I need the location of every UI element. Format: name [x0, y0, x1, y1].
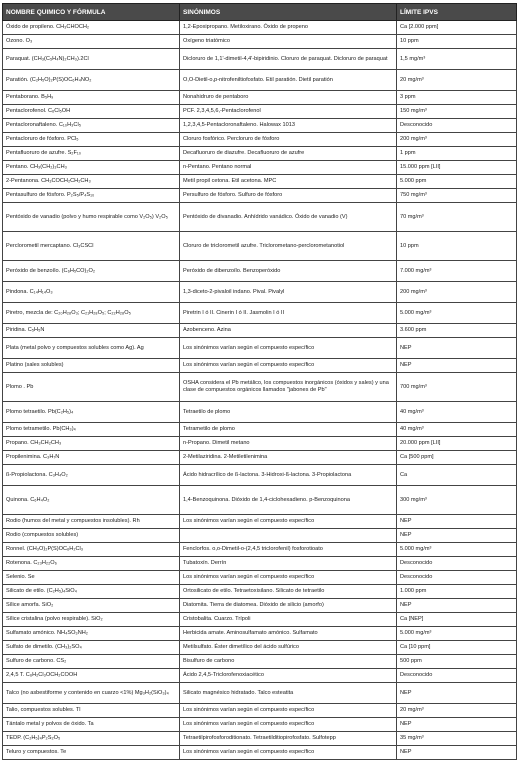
table-row [3, 543, 517, 557]
cell-chemical-name: Plomo tetraetilo. Pb(C₂H₅)₄ [3, 402, 180, 423]
cell-chemical-name: Piridina. C₅H₅N [3, 324, 180, 338]
table-row [3, 105, 517, 119]
table-row [3, 718, 517, 732]
cell-limit: 3 ppm [397, 91, 517, 105]
cell-chemical-name: Óxido de propileno. CH₃CHOCH₂ [3, 21, 180, 35]
cell-synonyms: 1,2,3,4,5-Pentacloronaftaleno. Halowax 1013 [180, 119, 397, 133]
cell-chemical-name: Talco (no asbestiforme y contenido en cuarzo <1%) Mg₃H₂(SiO₃)₄ [3, 683, 180, 704]
cell-chemical-name: Platino (sales solubles) [3, 359, 180, 373]
cell-chemical-name: 2-Pentanona. CH₃COCH₂CH₂CH₃ [3, 175, 180, 189]
cell-synonyms: Los sinónimos varían según el compuesto específico [180, 571, 397, 585]
cell-chemical-name: Pentaborano. B₅H₉ [3, 91, 180, 105]
cell-synonyms: Bisulfuro de carbono [180, 655, 397, 669]
cell-chemical-name: Rodio (compuestos solubles) [3, 529, 180, 543]
cell-chemical-name: Piretro, mezcla de: C₂₀H₂₈O₃; C₂₁H₂₈O₅; C₂₂H₂₈O₅ [3, 303, 180, 324]
cell-synonyms: Los sinónimos varían según el compuesto específico [180, 704, 397, 718]
table-row [3, 669, 517, 683]
cell-synonyms: Persulfuro de fósforo. Sulfuro de fósforo [180, 189, 397, 203]
cell-chemical-name: Pentacloronaftaleno. C₁₀H₃Cl₅ [3, 119, 180, 133]
table-row [3, 232, 517, 261]
table-row [3, 746, 517, 760]
table-row [3, 515, 517, 529]
cell-synonyms: Cloruro fosfórico. Percloruro de fósforo [180, 133, 397, 147]
cell-limit: NEP [397, 683, 517, 704]
cell-chemical-name: Sulfuro de carbono. CS₂ [3, 655, 180, 669]
cell-limit: 3.600 ppm [397, 324, 517, 338]
table-header-row [3, 4, 517, 21]
cell-chemical-name: Plata (metal polvo y compuestos solubles como Ag). Ag [3, 338, 180, 359]
cell-limit: NEP [397, 718, 517, 732]
table-row [3, 338, 517, 359]
cell-chemical-name: Plomo tetrametilo. Pb(CH₃)₄ [3, 423, 180, 437]
header-limit: LÍMITE IPVS [397, 4, 517, 21]
cell-limit: Ca [NEP] [397, 613, 517, 627]
table-row [3, 557, 517, 571]
table-row [3, 613, 517, 627]
cell-chemical-name: Propano. CH₃CH₂CH₃ [3, 437, 180, 451]
cell-limit: 40 mg/m³ [397, 402, 517, 423]
cell-synonyms: OSHA considera el Pb metálico, los compuestos inorgánicos (óxidos y sales) y una clase de compuestos orgánicos llamados "jabones de Pb" [180, 373, 397, 402]
cell-synonyms: Cloruro de triclorometil azufre. Triclorometano-perclorometanotiol [180, 232, 397, 261]
cell-chemical-name: Rotenona. C₂₃H₂₂O₆ [3, 557, 180, 571]
cell-limit: 10 ppm [397, 35, 517, 49]
cell-synonyms: Los sinónimos varían según el compuesto específico [180, 718, 397, 732]
cell-chemical-name: Plomo . Pb [3, 373, 180, 402]
exposure-limits-table [2, 3, 517, 760]
cell-synonyms: Oxígeno triatómico [180, 35, 397, 49]
cell-limit: 70 mg/m³ [397, 203, 517, 232]
table-row [3, 465, 517, 486]
cell-chemical-name: Pentaclorofenol. C₆Cl₅OH [3, 105, 180, 119]
table-body [3, 21, 517, 760]
cell-synonyms: Los sinónimos varían según el compuesto específico [180, 359, 397, 373]
cell-chemical-name: Talio, compuestos solubles. Tl [3, 704, 180, 718]
cell-limit: Ca [500 ppm] [397, 451, 517, 465]
cell-limit: 5.000 mg/m³ [397, 627, 517, 641]
cell-chemical-name: Rodio (humos del metal y compuestos insolubles). Rh [3, 515, 180, 529]
cell-chemical-name: Selenio. Se [3, 571, 180, 585]
cell-limit: 750 mg/m³ [397, 189, 517, 203]
cell-synonyms: Metilsulfato. Éster dimetílico del ácido sulfúrico [180, 641, 397, 655]
cell-limit: 5.000 mg/m³ [397, 303, 517, 324]
cell-chemical-name: Silicato de etilo. (C₂H₅)₄SiO₄ [3, 585, 180, 599]
cell-limit: Ca [397, 465, 517, 486]
cell-chemical-name: ß-Propiolactona. C₃H₄O₂ [3, 465, 180, 486]
table-row [3, 203, 517, 232]
table-row [3, 451, 517, 465]
cell-synonyms: Piretrin I ó II. Cinerin I ó II. Jasmolin I ó II [180, 303, 397, 324]
cell-synonyms: Fenclorfos. o,o-Dimetil-o-(2,4,5 triclorofenil) fosforotioato [180, 543, 397, 557]
cell-chemical-name: 2,4,5 T. C₆H₂Cl₃OCH₂COOH [3, 669, 180, 683]
table-row [3, 147, 517, 161]
cell-synonyms: Pentóxido de divanadio. Anhídrido vanádico. Óxido de vanadio (V) [180, 203, 397, 232]
table-row [3, 359, 517, 373]
cell-limit: 10 ppm [397, 232, 517, 261]
cell-synonyms: Tetraetilpirofosforoditionato. Tetraetilditiopirofosfato. Sulfotepp [180, 732, 397, 746]
table-row [3, 641, 517, 655]
cell-limit: 200 mg/m³ [397, 282, 517, 303]
cell-chemical-name: Pindona. C₁₄H₁₄O₃ [3, 282, 180, 303]
cell-limit: 1.000 ppm [397, 585, 517, 599]
cell-chemical-name: TEDP. (C₂H₅)₄P₂S₂O₅ [3, 732, 180, 746]
cell-limit: 200 mg/m³ [397, 133, 517, 147]
cell-limit: NEP [397, 359, 517, 373]
table-row [3, 486, 517, 515]
cell-synonyms: 1,4-Benzoquinona. Dióxido de 1,4-ciclohexadieno. p-Benzoquinona [180, 486, 397, 515]
cell-limit: Ca [10 ppm] [397, 641, 517, 655]
cell-limit: 150 mg/m³ [397, 105, 517, 119]
cell-synonyms: Silicato magnésico hidratado. Talco esteatita [180, 683, 397, 704]
cell-limit: 1,5 mg/m³ [397, 49, 517, 70]
table-row [3, 732, 517, 746]
table-row [3, 683, 517, 704]
cell-limit: 700 mg/m³ [397, 373, 517, 402]
cell-limit: 35 mg/m³ [397, 732, 517, 746]
cell-chemical-name: Sílice amorfa. SiO₂ [3, 599, 180, 613]
cell-limit: 20 mg/m³ [397, 70, 517, 91]
table-row [3, 261, 517, 282]
header-chemical-name: NOMBRE QUIMICO Y FÓRMULA [3, 4, 180, 21]
table-row [3, 585, 517, 599]
cell-synonyms: O,O-Dietil-o,p-nitrofeniltiofosfato. Etil paratión. Dietil paratión [180, 70, 397, 91]
cell-chemical-name: Teluro y compuestos. Te [3, 746, 180, 760]
cell-synonyms: Peróxido de dibenzoílo. Benzoperóxido [180, 261, 397, 282]
cell-limit: NEP [397, 515, 517, 529]
table-row [3, 175, 517, 189]
table-row [3, 373, 517, 402]
table-row [3, 423, 517, 437]
table-row [3, 35, 517, 49]
cell-chemical-name: Quinona. C₆H₄O₂ [3, 486, 180, 515]
cell-synonyms: Dicloruro de 1,1'-dimetil-4,4'-bipiridinio. Cloruro de paraquat. Dicloruro de paraquat [180, 49, 397, 70]
table-row [3, 49, 517, 70]
table-row [3, 161, 517, 175]
cell-synonyms: 1,2-Epoxipropano. Metiloxirano. Óxido de propeno [180, 21, 397, 35]
cell-synonyms: Ácido hidracrílico de ß-lactona. 3-Hidroxi-ß-lactona. 3-Propiolactona [180, 465, 397, 486]
cell-synonyms [180, 529, 397, 543]
cell-limit: NEP [397, 529, 517, 543]
cell-limit: Desconocido [397, 571, 517, 585]
cell-chemical-name: Ronnel. (CH₃O)₂P(S)OC₆H₂Cl₃ [3, 543, 180, 557]
cell-synonyms: Los sinónimos varían según el compuesto específico [180, 338, 397, 359]
cell-synonyms: Metil propil cetona. Etil acetona. MPC [180, 175, 397, 189]
cell-synonyms: Los sinónimos varían según el compuesto específico [180, 746, 397, 760]
cell-limit: 300 mg/m³ [397, 486, 517, 515]
cell-synonyms: Diatomita. Tierra de diatomea. Dióxido de silicio (amorfo) [180, 599, 397, 613]
cell-synonyms: Decafluoruro de diazufre. Decafluoruro de azufre [180, 147, 397, 161]
cell-chemical-name: Pentóxido de vanadio (polvo y humo respirable como V₂O₅) V₂O₅ [3, 203, 180, 232]
cell-synonyms: n-Pentano. Pentano normal [180, 161, 397, 175]
cell-synonyms: Cristobalita. Cuarzo. Trípoli [180, 613, 397, 627]
table-row [3, 704, 517, 718]
cell-synonyms: Tetrametilo de plomo [180, 423, 397, 437]
cell-synonyms: 2-Metilaziridina. 2-Metiletilenimina [180, 451, 397, 465]
cell-limit: 15.000 ppm [LII] [397, 161, 517, 175]
cell-limit: NEP [397, 338, 517, 359]
cell-chemical-name: Paraquat. (CH₃(C₅H₄N)₂CH₃).2Cl [3, 49, 180, 70]
table-row [3, 303, 517, 324]
table-row [3, 133, 517, 147]
table-row [3, 437, 517, 451]
cell-limit: 40 mg/m³ [397, 423, 517, 437]
cell-chemical-name: Sulfamato amónico. NH₄SO₃NH₂ [3, 627, 180, 641]
cell-limit: 5.000 mg/m³ [397, 543, 517, 557]
cell-synonyms: n-Propano. Dimetil metano [180, 437, 397, 451]
cell-limit: NEP [397, 599, 517, 613]
table-row [3, 402, 517, 423]
cell-limit: 1 ppm [397, 147, 517, 161]
cell-synonyms: Nonahidruro de pentaboro [180, 91, 397, 105]
cell-limit: NEP [397, 746, 517, 760]
cell-synonyms: PCF. 2,3,4,5,6,-Pentaclorofenol [180, 105, 397, 119]
table-row [3, 21, 517, 35]
cell-limit: Desconocido [397, 557, 517, 571]
cell-chemical-name: Ozono. O₃ [3, 35, 180, 49]
table-row [3, 627, 517, 641]
table-row [3, 282, 517, 303]
table-row [3, 324, 517, 338]
document-page [2, 3, 516, 760]
table-row [3, 189, 517, 203]
cell-chemical-name: Paratión. (C₂H₅O)₂P(S)OC₆H₄NO₂ [3, 70, 180, 91]
cell-chemical-name: Pentano. CH₃(CH₂)₃CH₃ [3, 161, 180, 175]
cell-synonyms: Azobenceno. Azina [180, 324, 397, 338]
cell-limit: 20.000 ppm [LII] [397, 437, 517, 451]
table-row [3, 91, 517, 105]
table-row [3, 599, 517, 613]
header-synonyms: SINÓNIMOS [180, 4, 397, 21]
cell-chemical-name: Sulfato de dimetilo. (CH₃)₂SO₄ [3, 641, 180, 655]
cell-limit: Desconocido [397, 669, 517, 683]
table-row [3, 529, 517, 543]
cell-chemical-name: Perclorometil mercaptano. Cl₃CSCl [3, 232, 180, 261]
cell-synonyms: Herbicida amate. Aminosulfamato amónico. Sulfamato [180, 627, 397, 641]
cell-limit: 5.000 ppm [397, 175, 517, 189]
cell-limit: 7.000 mg/m³ [397, 261, 517, 282]
cell-chemical-name: Peróxido de benzoílo. (C₆H₅CO)₂O₂ [3, 261, 180, 282]
cell-synonyms: Ácido 2,4,5-Triclorofenoxiacético [180, 669, 397, 683]
cell-chemical-name: Tántalo metal y polvos de óxido. Ta [3, 718, 180, 732]
cell-synonyms: Los sinónimos varían según el compuesto específico [180, 515, 397, 529]
cell-limit: 20 mg/m³ [397, 704, 517, 718]
cell-synonyms: Tetraetilo de plomo [180, 402, 397, 423]
cell-chemical-name: Pentacloruro de fósforo. PCl₅ [3, 133, 180, 147]
cell-chemical-name: Pentafluoruro de azufre. S₂F₁₀ [3, 147, 180, 161]
cell-synonyms: Tubatoxín. Derrín [180, 557, 397, 571]
table-row [3, 655, 517, 669]
cell-limit: Ca [2.000 ppm] [397, 21, 517, 35]
cell-chemical-name: Sílice cristalina (polvo respirable). SiO₂ [3, 613, 180, 627]
cell-synonyms: 1,3-diceto-2-pivaloil indano. Pival. Pivalyl [180, 282, 397, 303]
cell-limit: 500 ppm [397, 655, 517, 669]
cell-limit: Desconocido [397, 119, 517, 133]
cell-chemical-name: Pentasulfuro de fósforo. P₂S₅/P₄S₁₀ [3, 189, 180, 203]
cell-chemical-name: Propilenimina. C₃H₇N [3, 451, 180, 465]
table-row [3, 70, 517, 91]
table-row [3, 119, 517, 133]
table-row [3, 571, 517, 585]
cell-synonyms: Ortosilicato de etilo. Tetraetoxisilano. Silicato de tetraetilo [180, 585, 397, 599]
